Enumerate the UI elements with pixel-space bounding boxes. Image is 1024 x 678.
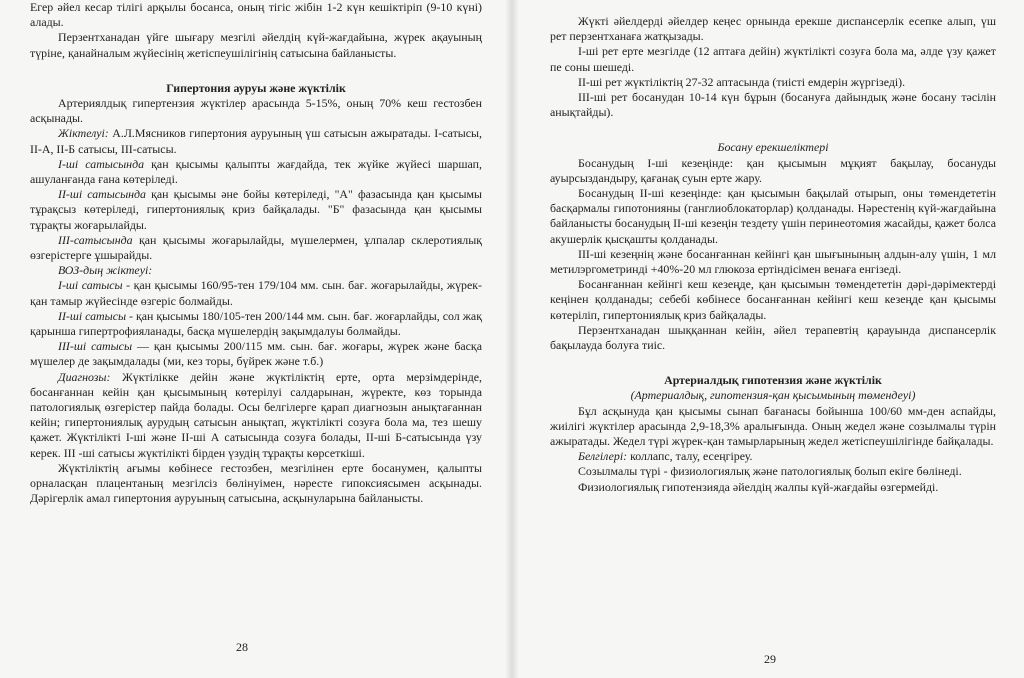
- paragraph-second-admission: II-ші рет жүктіліктің 27-32 аптасында (тиісті емдерін жүргізеді).: [578, 74, 906, 89]
- page-number-left: 28: [236, 640, 248, 654]
- stage-2-text: қан қысымы әне бойы көтеріледі, "А" фазасында қан қысымы тұрақсыз көтеріледі, гипертониялық криз байқалады. "Б" фазасында қан қысымы тұрақты жоғарылайды.: [30, 187, 482, 232]
- paragraph-who-stage-3: [30, 339, 482, 369]
- paragraph-diagnosis: [30, 370, 482, 461]
- page-right: [512, 0, 1024, 678]
- stage-3-term: III-сатысында: [58, 232, 133, 247]
- page-number-right: 29: [764, 652, 776, 666]
- subtitle-hypotension: (Артериалдық, гипотензия-қан қысымының төмендеуі): [630, 388, 916, 403]
- paragraph-stage-1: [30, 157, 482, 187]
- classification-term: Жіктелуі:: [58, 126, 109, 141]
- who-stage-1-text: - қан қысымы 160/95-тен 179/104 мм. сын. бағ. жоғарылайды, жүрек-қан тамыр жүйесінде өзгеріс болмайды.: [30, 278, 482, 308]
- subheading-delivery-features: Босану ерекшеліктері: [717, 140, 829, 155]
- diagnosis-text: Жүктілікке дейін және жүктіліктің ерте, орта мерзімдерінде, босанғаннан кейін қан қысымының көтерілуі салдарынан, жүректе, көз торында патологиялық өзгерістер пайда болады. Осы белгілерге қарап диагнозын анықтағаннан кейін; гипертониялық аурудың сатысын анықтап, жүктілікті созуға бола ма, тез шешу қажет. Жүктілікті I-ші және II-ші А сатысында созуға болады, II-ші Б-сатысында үзу керек. III -ші сатысы жүктілікті бірден үзудің тұрақты көрсеткіші.: [30, 369, 482, 460]
- paragraph-physiological: Физиологиялық гипотензияда әйелдің жалпы күй-жағдайы өзгермейді.: [578, 479, 939, 494]
- paragraph-labor-stage-3: III-ші кезеңнің және босанғаннан кейінгі қан шығынының алдын-алу үшін, 1 мл метилэргометринді +40%-20 мл глюкоза ертіндісімен венаға енгізеді.: [550, 246, 996, 277]
- stage-3-text: қан қысымы жоғарылайды, мүшелермен, ұлпалар склеротиялық өзгерістерге ұшырайды.: [30, 232, 482, 263]
- paragraph-who-stage-1: [30, 278, 482, 308]
- paragraph-postpartum: Босанғаннан кейінгі кеш кезеңде, қан қысымын төмендететін дәрі-дәрімектерді кеңінен қолданады; себебі көбінесе босанғаннан кейінгі кеш кезеңде қан қысымы көтеріліп, гипертониялық криз байқалады.: [550, 277, 996, 322]
- paragraph-third-admission: III-ші рет босанудан 10-14 күн бұрын (босануға дайындық және босану тәсілін анықтайды).: [550, 90, 996, 120]
- who-stage-3-term: III-ші сатысы: [58, 339, 132, 354]
- paragraph-who-stage-2: [30, 309, 482, 339]
- paragraph-dispensary: Жүкті әйелдерді әйелдер кеңес орнында ерекше диспансерлік есепке алып, үш рет перзентханаға жатқызады.: [550, 14, 996, 44]
- stage-2-term: II-ші сатысында: [58, 187, 146, 202]
- symptoms-term: Белгілері:: [578, 449, 628, 464]
- paragraph-chronic-form: Созылмалы түрі - физиологиялық және патологиялық болып екіге бөлінеді.: [578, 464, 962, 479]
- who-stage-2-term: II-ші сатысы: [58, 308, 127, 323]
- stage-1-text: қан қысымы қалыпты жағдайда, тек жүйке жүйесі шаршап, ашуланғанда ғана көтеріледі.: [30, 156, 482, 187]
- paragraph-symptoms: [550, 449, 996, 464]
- who-stage-3-text: — қан қысымы 200/115 мм. сын. бағ. жоғары, жүрек және басқа мүшелер де зақымдалады (ми, кез торы, бүйрек және т.б.): [30, 339, 482, 369]
- paragraph-labor-stage-2: Босанудың II-ші кезеңінде: қан қысымын бақылай отырып, оны төмендететін басқармалы гипотонияны (ганглиоблокаторлар) қолданады. Нәрестенің күй-жағдайына байланысты босанудың II-ші кезеңін тездету үшін перинеотомия жасайды, қажет болса акушерлік қысқашты қолданады.: [550, 186, 996, 246]
- symptoms-text: коллапс, талу, есеңгіреу.: [627, 449, 753, 464]
- heading-hypertension: Гипертония ауруы және жүктілік: [166, 80, 346, 95]
- classification-text: А.Л.Мясников гипертония ауруының үш сатысын ажыратады. I-сатысы, II-А, II-Б сатысы, III-сатысы.: [30, 126, 482, 156]
- who-classification-heading: ВОЗ-дың жіктеуі:: [58, 263, 153, 278]
- stage-1-term: I-ші сатысында: [58, 156, 145, 171]
- paragraph-prevalence: Артериялдық гипертензия жүктілер арасында 5-15%, оның 70% кеш гестозбен асқынады.: [30, 96, 482, 126]
- paragraph-course: Жүктіліктің ағымы көбінесе гестозбен, мезгілінен ерте босанумен, қалыпты орналасқан плацентаның мезгілсіз бөлінуімен, нәресте гипоксиясымен асқынады. Дәрігерлік амал гипертония ауруының сатысына, асқынуларына байланысты.: [30, 460, 482, 506]
- who-stage-2-text: - қан қысымы 180/105-тен 200/144 мм. сын. бағ. жоғарлайды, сол жақ қарынша гипертрофияланады, басқа мүшелердің зақымдалуы болмайды.: [30, 308, 482, 339]
- paragraph-discharge: Перзентханадан үйге шығару мезгілі әйелдің күй-жағдайына, жүрек ақауының түріне, қанайналым жүйесінің жетіспеушілігінің сатысына байланысты.: [30, 30, 482, 60]
- paragraph-hypotension-definition: Бұл асқынуда қан қысымы сынап бағанасы бойынша 100/60 мм-ден аспайды, жиілігі жүктілер арасында 2,9-18,3% аралығында. Оның жедел және созылмалы түрін ажыратады. Жедел түрі жүрек-қан тамырларының жедел жетіспеушілігінде байқалады.: [550, 403, 996, 449]
- who-stage-1-term: I-ші сатысы: [58, 278, 123, 293]
- paragraph-classification: [30, 126, 482, 156]
- heading-hypotension: Артериалдық гипотензия және жүктілік: [664, 373, 882, 388]
- paragraph-first-admission: I-ші рет ерте мезгілде (12 аптаға дейін) жүктілікті созуға бола ма, әлде үзу қажет пе соны шешеді.: [550, 44, 996, 74]
- paragraph-cesarean: Егер әйел кесар тілігі арқылы босанса, оның тігіс жібін 1-2 күн кешіктіріп (9-10 күні) алады.: [30, 0, 482, 30]
- paragraph-stage-3: [30, 233, 482, 263]
- diagnosis-term: Диагнозы:: [58, 369, 111, 384]
- paragraph-therapist-follow-up: Перзентханадан шыққаннан кейін, әйел терапевтің қарауында диспансерлік бақылауда болуға тиіс.: [550, 322, 996, 353]
- paragraph-stage-2: [30, 187, 482, 233]
- paragraph-labor-stage-1: Босанудың I-ші кезеңінде: қан қысымын мұқият бақылау, босануды ауырсыздандыру, қағанақ суын ерте жару.: [550, 155, 996, 185]
